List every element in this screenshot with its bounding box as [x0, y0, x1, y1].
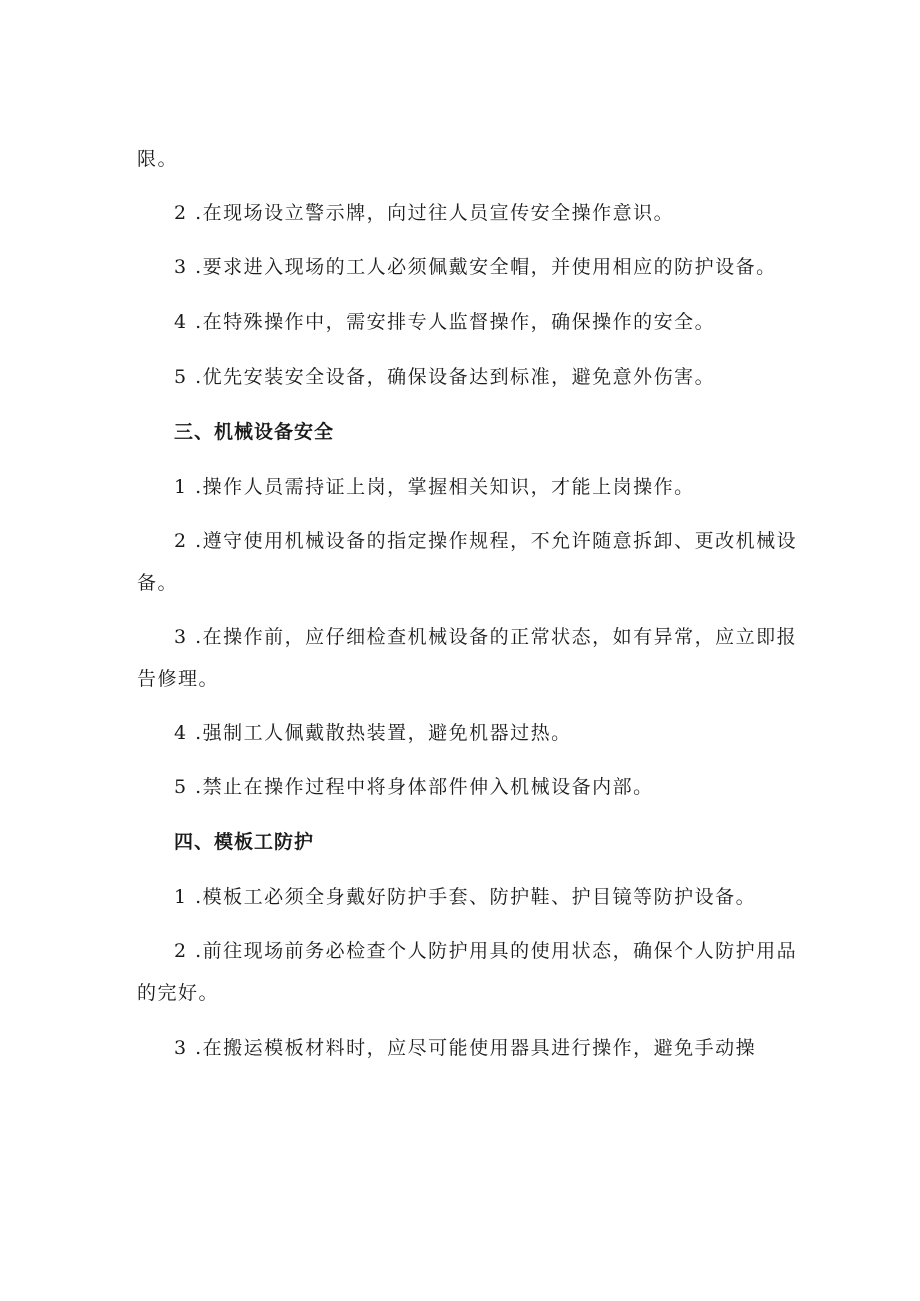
list-item-continuation: 告修理。: [137, 668, 220, 690]
list-item: 2 .在现场设立警示牌，向过往人员宣传安全操作意识。: [174, 202, 675, 224]
section-heading: 四、模板工防护: [174, 831, 315, 853]
list-item-continuation: 备。: [137, 572, 179, 594]
list-item: 3 .在搬运模板材料时，应尽可能使用器具进行操作，避免手动操: [174, 1037, 757, 1059]
list-item: 4 .强制工人佩戴散热装置，避免机器过热。: [174, 722, 572, 744]
list-item: 1 .操作人员需持证上岗，掌握相关知识，才能上岗操作。: [174, 476, 695, 498]
list-item: 2 .遵守使用机械设备的指定操作规程，不允许随意拆卸、更改机械设: [174, 530, 798, 552]
list-item: 1 .模板工必须全身戴好防护手套、防护鞋、护目镜等防护设备。: [174, 886, 757, 908]
list-item: 4 .在特殊操作中，需安排专人监督操作，确保操作的安全。: [174, 311, 716, 333]
section-heading: 三、机械设备安全: [174, 421, 335, 443]
list-item: 5 .优先安装安全设备，确保设备达到标准，避免意外伤害。: [174, 366, 716, 388]
list-item: 5 .禁止在操作过程中将身体部件伸入机械设备内部。: [174, 776, 654, 798]
list-item: 3 .在操作前，应仔细检查机械设备的正常状态，如有异常，应立即报: [174, 626, 798, 648]
list-item-continuation: 的完好。: [137, 982, 220, 1004]
list-item: 3 .要求进入现场的工人必须佩戴安全帽，并使用相应的防护设备。: [174, 256, 777, 278]
paragraph-continuation: 限。: [137, 148, 179, 170]
list-item: 2 .前往现场前务必检查个人防护用具的使用状态，确保个人防护用品: [174, 940, 798, 962]
